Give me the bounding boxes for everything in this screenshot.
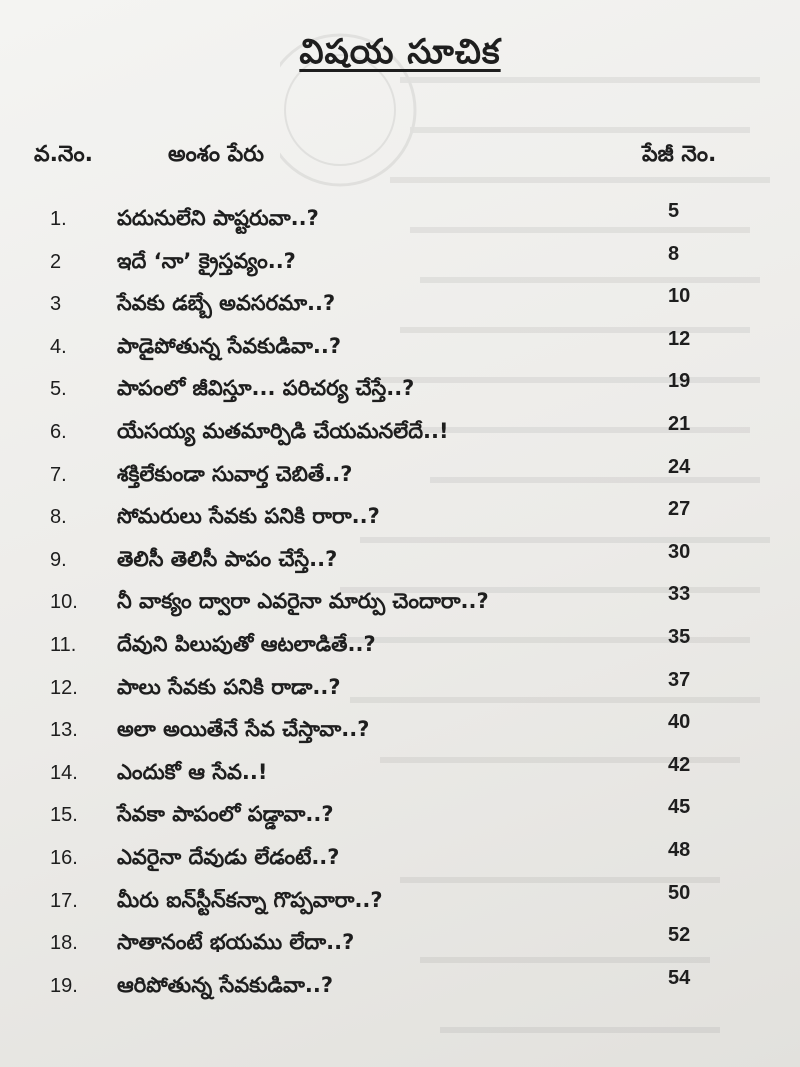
contents-row bbox=[0, 752, 800, 795]
row-topic: ఎవరైనా దేవుడు లేడంటే..? bbox=[117, 844, 340, 869]
row-page: 12 bbox=[668, 327, 691, 350]
row-topic: తెలిసీ తెలిసీ పాపం చేస్తే..? bbox=[117, 546, 338, 571]
row-topic: ఆరిపోతున్న సేవకుడివా..? bbox=[117, 972, 334, 997]
row-number: 19. bbox=[50, 974, 78, 997]
row-number: 1. bbox=[50, 208, 67, 230]
row-page: 37 bbox=[668, 668, 691, 691]
row-topic: పదునులేని పాష్టరువా..? bbox=[117, 206, 319, 230]
contents-row bbox=[0, 837, 800, 880]
row-page: 30 bbox=[668, 540, 691, 563]
row-page: 52 bbox=[668, 924, 691, 947]
row-number: 18. bbox=[50, 932, 78, 955]
contents-row bbox=[0, 667, 800, 710]
row-topic: పాలు సేవకు పనికి రాడా..? bbox=[117, 674, 341, 699]
row-number: 11. bbox=[50, 633, 77, 656]
contents-row bbox=[0, 198, 800, 241]
row-number: 16. bbox=[50, 846, 78, 869]
row-topic: అలా అయితేనే సేవ చేస్తావా..? bbox=[117, 717, 370, 742]
page-title: విషయ సూచిక bbox=[299, 32, 501, 72]
row-topic: సేవకా పాపంలో పడ్డావా..? bbox=[117, 802, 334, 827]
row-topic: పాడైపోతున్న సేవకుడివా..? bbox=[117, 333, 342, 358]
contents-row bbox=[0, 454, 800, 497]
contents-row bbox=[0, 496, 800, 539]
row-page: 40 bbox=[668, 711, 691, 734]
row-topic: ఇదే ‘నా’ క్రైస్తవ్యం..? bbox=[117, 248, 296, 273]
row-topic: సోమరులు సేవకు పనికి రారా..? bbox=[117, 504, 380, 529]
contents-row bbox=[0, 326, 800, 369]
row-page: 19 bbox=[668, 370, 691, 393]
row-topic: యేసయ్య మతమార్పిడి చేయమనలేదే..! bbox=[117, 418, 449, 443]
row-number: 4. bbox=[50, 335, 67, 358]
row-number: 14. bbox=[50, 761, 78, 784]
row-page: 24 bbox=[668, 455, 691, 478]
row-number: 15. bbox=[50, 804, 78, 827]
row-number: 6. bbox=[50, 420, 67, 443]
contents-row bbox=[0, 922, 800, 965]
row-page: 50 bbox=[668, 881, 691, 904]
row-number: 17. bbox=[50, 889, 78, 912]
contents-row bbox=[0, 581, 800, 624]
row-number: 12. bbox=[50, 676, 78, 699]
contents-list bbox=[0, 198, 800, 1007]
row-page: 8 bbox=[668, 242, 680, 265]
row-number: 9. bbox=[50, 548, 67, 571]
row-number: 10. bbox=[50, 591, 78, 614]
page-number-header: పేజీ నెం. bbox=[642, 142, 717, 167]
row-page: 5 bbox=[668, 200, 680, 222]
topic-header: అంశం పేరు bbox=[168, 142, 264, 167]
contents-row bbox=[0, 794, 800, 837]
row-page: 21 bbox=[668, 412, 691, 435]
row-page: 48 bbox=[668, 838, 691, 861]
row-topic: దేవుని పిలుపుతో ఆటలాడితే..? bbox=[117, 631, 376, 656]
row-page: 54 bbox=[668, 966, 691, 989]
contents-row bbox=[0, 709, 800, 752]
contents-row bbox=[0, 880, 800, 923]
row-page: 27 bbox=[668, 498, 691, 521]
row-page: 10 bbox=[668, 285, 691, 308]
row-topic: నీ వాక్యం ద్వారా ఎవరైనా మార్పు చెందారా..? bbox=[117, 589, 489, 614]
row-number: 5. bbox=[50, 378, 67, 401]
row-number: 3 bbox=[50, 293, 62, 316]
contents-row bbox=[0, 411, 800, 454]
row-number: 7. bbox=[50, 463, 67, 486]
contents-row bbox=[0, 624, 800, 667]
contents-row bbox=[0, 283, 800, 326]
row-topic: సేవకు డబ్బే అవసరమా..? bbox=[117, 291, 336, 316]
row-topic: మీరు ఐన్‌స్టీన్‌కన్నా గొప్పవారా..? bbox=[117, 887, 383, 912]
row-topic: ఎందుకో ఆ సేవ..! bbox=[117, 759, 268, 784]
row-number: 8. bbox=[50, 506, 67, 529]
row-topic: పాపంలో జీవిస్తూ... పరిచర్య చేస్తే..? bbox=[117, 376, 415, 401]
row-topic: శక్తిలేకుండా సువార్త చెబితే..? bbox=[117, 461, 353, 486]
row-page: 35 bbox=[668, 625, 691, 648]
row-number: 2 bbox=[50, 250, 62, 273]
contents-row bbox=[0, 241, 800, 284]
row-page: 33 bbox=[668, 583, 691, 606]
contents-row bbox=[0, 965, 800, 1008]
row-number: 13. bbox=[50, 719, 78, 742]
row-page: 42 bbox=[668, 753, 691, 776]
contents-row bbox=[0, 368, 800, 411]
contents-row bbox=[0, 539, 800, 582]
row-topic: సాతానంటే భయము లేదా..? bbox=[117, 930, 355, 955]
row-page: 45 bbox=[668, 796, 691, 819]
serial-number-header: వ.నెం. bbox=[34, 142, 93, 167]
